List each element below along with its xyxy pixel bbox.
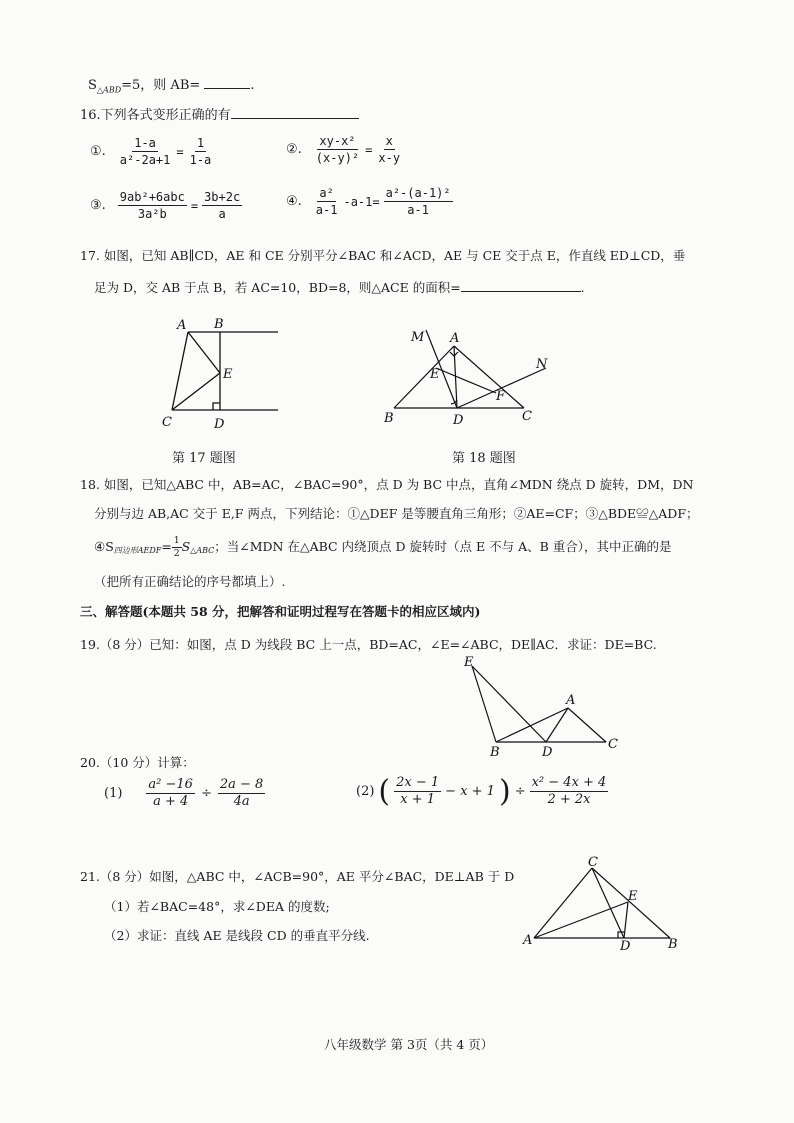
section3-title: 三、解答题(本题共 58 分，把解答和证明过程写在答题卡的相应区域内) <box>80 604 481 619</box>
fig19-label-B: B <box>490 745 500 760</box>
q18-line4: （把所有正确结论的序号都填上）. <box>94 574 286 589</box>
q21-sub2: （2）求证：直线 AE 是线段 CD 的垂直平分线. <box>104 928 370 943</box>
figure-18 <box>378 320 563 438</box>
figure-19 <box>452 652 627 760</box>
fig19-label-D: D <box>542 745 553 760</box>
q17-line1: 17. 如图，已知 AB∥CD，AE 和 CE 分别平分∠BAC 和∠ACD，AE 与 CE 交于点 E，作直线 ED⊥CD，垂 <box>80 248 686 263</box>
q16-item-2: ②. $\frac{\text{xy-x²}}{\text{(x-y)²}}$ = $\frac{x}{x-y}$ <box>286 134 401 165</box>
fig17-label-B: B <box>214 317 224 332</box>
q17-line2: 足为 D，交 AB 于点 B，若 AC=10，BD=8，则△ACE 的面积= . <box>94 277 585 297</box>
fig17-label-E: E <box>223 367 233 382</box>
fig18-label-D: D <box>453 413 464 428</box>
fig21-label-C: C <box>588 856 598 870</box>
q18-line3: ④S $_{四边形AEDF}$ = $\frac{1}{2}$ S $_{\triangle ABC}$ ；当∠MDN 在△ABC 内绕顶点 D 旋转时（点 E 不与 A、B 重合），其中正确的是 <box>94 535 672 559</box>
fig19-label-C: C <box>608 737 618 752</box>
q16-item-3: ③. $\frac{\text{9ab²+6abc}}{\text{3a²b}}$ = $\frac{3b+2c}{a}$ <box>90 190 241 221</box>
fig19-label-A: A <box>566 693 576 708</box>
fig18-caption: 第 18 题图 <box>452 451 516 466</box>
q17-answer-blank[interactable] <box>461 277 581 292</box>
q21-sub1: （1）若∠BAC=48°，求∠DEA 的度数; <box>104 899 330 914</box>
q19-text: 19.（8 分）已知：如图，点 D 为线段 BC 上一点，BD=AC，∠E=∠ABC，DE∥AC．求证：DE=BC. <box>80 637 657 652</box>
q16-item-1: ①. $\frac{1-a}{\text{a²-2a+1}}$ = $\frac{1}{1-a}$ <box>90 136 212 167</box>
q18-line2: 分别与边 AB,AC 交于 E,F 两点，下列结论：①△DEF 是等腰直角三角形；②AE=CF；③△BDE≌△ADF； <box>94 506 699 521</box>
fig17-label-A: A <box>177 318 187 333</box>
fig18-label-F: F <box>496 389 506 404</box>
fig21-label-E: E <box>628 889 638 904</box>
q16-stem: 16.下列各式变形正确的有 <box>80 104 359 125</box>
fig17-label-C: C <box>162 415 172 430</box>
q20-stem: 20.（10 分）计算： <box>80 755 195 770</box>
fig21-label-B: B <box>668 937 678 950</box>
q16-item-4: ④. $\frac{\text{a²}}{a-1}$ -a-1= $\frac{\text{a²-(a-1)²}}{a-1}$ <box>286 186 451 217</box>
fig17-caption: 第 17 题图 <box>172 451 236 466</box>
fig18-label-A: A <box>450 331 460 346</box>
figure-21 <box>516 856 686 950</box>
fig18-label-B: B <box>384 411 394 426</box>
q15-tail: $S_{\triangle ABD}=5$，则 AB= . <box>88 74 255 100</box>
fig17-label-D: D <box>214 417 225 432</box>
q16-answer-blank[interactable] <box>231 104 359 119</box>
fig18-label-N: N <box>536 357 548 372</box>
q18-line1: 18. 如图，已知△ABC 中，AB=AC，∠BAC=90°，点 D 为 BC 中点，直角∠MDN 绕点 D 旋转，DM，DN <box>80 477 694 492</box>
figure-17 <box>150 310 290 435</box>
q20-part2: (2) ( $\frac{2x - 1}{x + 1}$ − x + 1 ) ÷ $\frac{\text{x² − 4x + 4}}{2 + 2x}$ <box>356 773 607 809</box>
fig18-label-M: M <box>411 330 425 345</box>
fig21-label-A: A <box>523 933 533 948</box>
q15-answer-blank[interactable] <box>204 74 250 89</box>
q21-line1: 21.（8 分）如图，△ABC 中，∠ACB=90°，AE 平分∠BAC，DE⊥AB 于 D <box>80 869 515 884</box>
page-footer: 八年级数学 第 3页（共 4 页） <box>324 1037 494 1052</box>
fig18-label-E: E <box>430 367 440 382</box>
fig21-label-D: D <box>620 939 631 950</box>
q20-part1: (1) $\frac{\text{a² −16}}{a + 4}$ ÷ $\frac{2a - 8}{4a}$ <box>104 777 264 809</box>
fig18-label-C: C <box>522 409 532 424</box>
fig19-label-E: E <box>464 655 474 670</box>
